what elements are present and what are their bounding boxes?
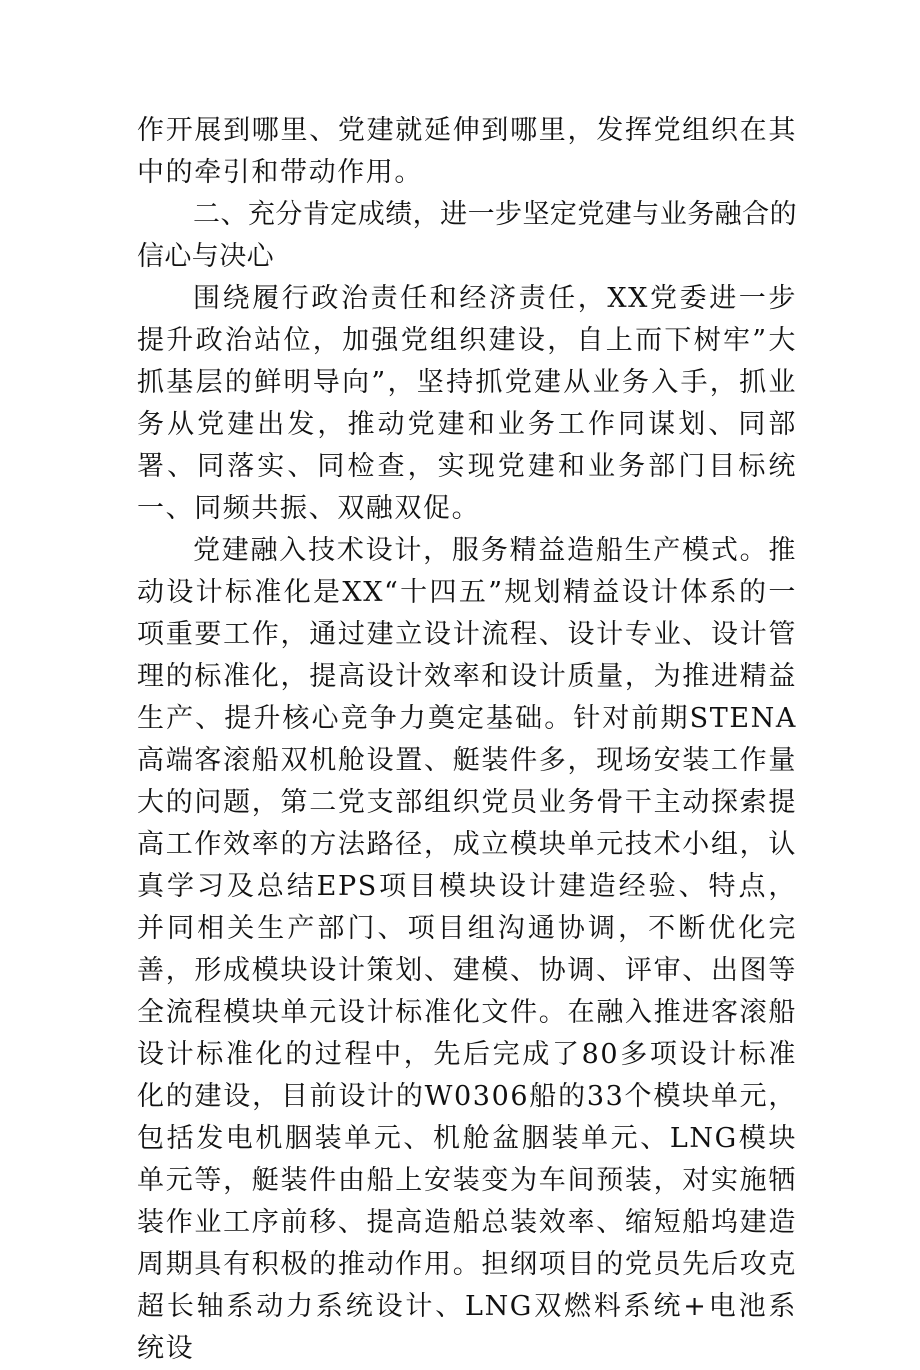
paragraph-continuation: 作开展到哪里、党建就延伸到哪里，发挥党组织在其中的牵引和带动作用。 — [137, 115, 797, 188]
section-heading: 二、充分肯定成绩，进一步坚定党建与业务融合的信心与决心 — [137, 199, 797, 272]
paragraph-technical-design: 党建融入技术设计，服务精益造船生产模式。推动设计标准化是XX“十四五”规划精益设计体系的一项重要工作，通过建立设计流程、设计专业、设计管理的标准化，提高设计效率和设计质量，为推进精益生产、提升核心竞争力奠定基础。针对前期STENA高端客滚船双机舱设置、艇装件多，现场安装工作量大的问题，第二党支部组织党员业务骨干主动探索提高工作效率的方法路径，成立模块单元技术小组，认真学习及总结EPS项目模块设计建造经验、特点，并同相关生产部门、项目组沟通协调，不断优化完善，形成模块设计策划、建模、协调、评审、出图等全流程模块单元设计标准化文件。在融入推进客滚船设计标准化的过程中，先后完成了80多项设计标准化的建设，目前设计的W0306船的33个模块单元，包括发电机胭装单元、机舱盆胭装单元、LNG模块单元等，艇装件由船上安装变为车间预装，对实施牺装作业工序前移、提高造船总装效率、缩短船坞建造周期具有积极的推动作用。担纲项目的党员先后攻克超长轴系动力系统设计、LNG双燃料系统+电池系统设 — [137, 535, 797, 1364]
paragraph-responsibility: 围绕履行政治责任和经济责任，XX党委进一步提升政治站位，加强党组织建设，自上而下树牢”大抓基层的鲜明导向”，坚持抓党建从业务入手，抓业务从党建出发，推动党建和业务工作同谋划、同部署、同落实、同检查，实现党建和业务部门目标统一、同频共振、双融双促。 — [137, 283, 797, 524]
document-body — [137, 110, 797, 1370]
